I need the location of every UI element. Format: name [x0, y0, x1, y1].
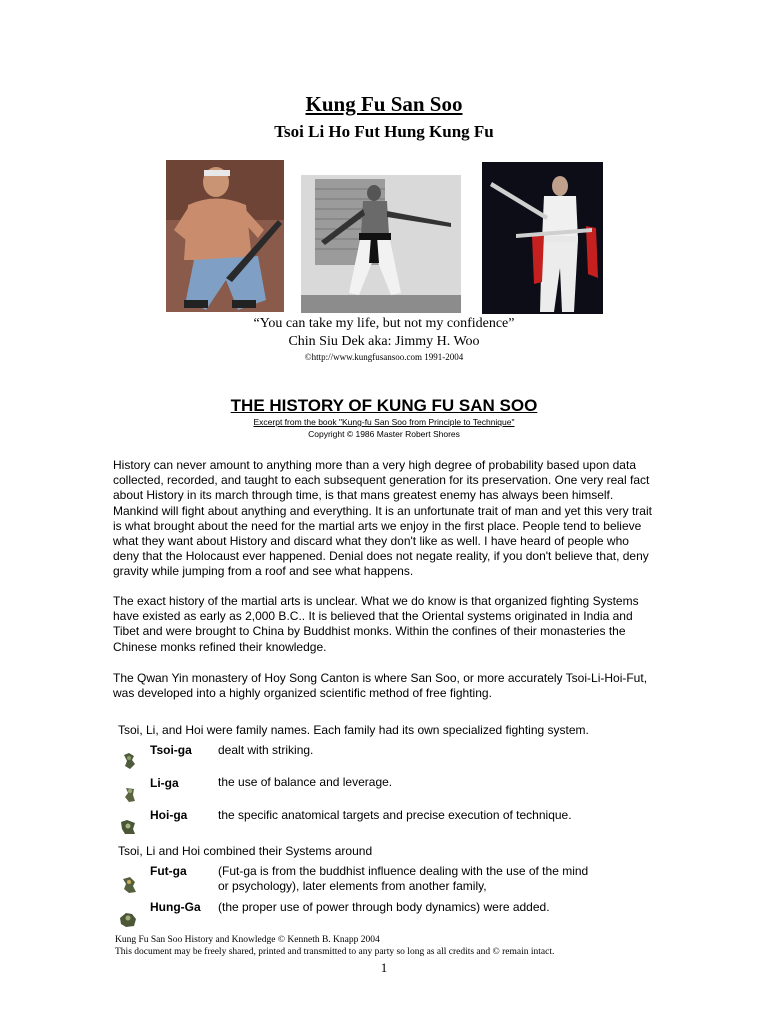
combined-intro: Tsoi, Li and Hoi combined their Systems around: [118, 844, 373, 858]
term-hoi-ga: Hoi-ga: [150, 808, 188, 822]
book-copyright: Copyright © 1986 Master Robert Shores: [308, 429, 460, 439]
hung-character-icon: [118, 910, 136, 928]
desc-tsoi-ga: dealt with striking.: [218, 743, 314, 757]
site-copyright: ©http://www.kungfusansoo.com 1991-2004: [304, 352, 464, 362]
fut-character-icon: [120, 876, 138, 894]
term-fut-ga: Fut-ga: [150, 864, 187, 878]
document-subtitle: Tsoi Li Ho Fut Hung Kung Fu: [274, 122, 494, 141]
page-number: 1: [380, 960, 388, 975]
quote-attribution: Chin Siu Dek aka: Jimmy H. Woo: [288, 334, 480, 349]
desc-fut-ga-line2: or psychology), later elements from another family,: [218, 879, 487, 893]
photo-master-uniform: [482, 162, 603, 314]
term-hung-ga: Hung-Ga: [150, 900, 201, 914]
paragraph-qwan-yin: The Qwan Yin monastery of Hoy Song Canton is where San Soo, or more accurately Tsoi-Li-Hoi-Fut, was developed into a highly organized scientific method of free fighting.: [113, 671, 648, 701]
photo-master-stance: [301, 175, 461, 313]
paragraph-history-intro: History can never amount to anything more than a very high degree of probability based upon data collected, recorded, and taught to each subsequent generation for its preservation. One very real fact about History in its march through time, is that mans greatest enemy has always been himself. Mankind will fight about anything and everything. It is an unfortunate trait of man and yet this very trait is what brought about the need for the martial arts we enjoy in the first place. People tend to believe what they want about History and discard what they don't like as well. I have heard of people who deny that the Holocaust ever happened. Denial does not negate reality, if you don't believe that, deny gravity while jumping from a roof and see what happens.: [113, 458, 652, 579]
document-title: Kung Fu San Soo: [305, 92, 463, 116]
desc-li-ga: the use of balance and leverage.: [218, 775, 393, 789]
footer-credit: Kung Fu San Soo History and Knowledge © Kenneth B. Knapp 2004: [115, 935, 380, 945]
tsoi-character-icon: [120, 752, 138, 770]
desc-hung-ga: (the proper use of power through body dynamics) were added.: [218, 900, 550, 914]
quote-text: “You can take my life, but not my confidence”: [253, 316, 515, 331]
desc-hoi-ga: the specific anatomical targets and precise execution of technique.: [218, 808, 572, 822]
history-heading: THE HISTORY OF KUNG FU SAN SOO: [230, 396, 538, 415]
paragraph-exact-history: The exact history of the martial arts is unclear. What we do know is that organized fighting Systems have existed as early as 2,000 B.C.. It is believed that the Oriental systems originated in India and Tibet and were brought to China by Buddhist monks. Within the confines of their monasteries the Chinese monks refined their knowledge.: [113, 594, 639, 654]
photo-master-kneeling: [166, 160, 284, 312]
term-li-ga: Li-ga: [150, 776, 179, 790]
li-character-icon: [121, 786, 139, 804]
hoi-character-icon: [119, 818, 137, 836]
excerpt-source: Excerpt from the book "Kung-fu San Soo from Principle to Technique": [253, 417, 515, 427]
desc-fut-ga-line1: (Fut-ga is from the buddhist influence dealing with the use of the mind: [218, 864, 589, 878]
families-intro: Tsoi, Li, and Hoi were family names. Each family had its own specialized fighting system.: [118, 723, 589, 737]
footer-license: This document may be freely shared, printed and transmitted to any party so long as all credits and © remain intact.: [115, 947, 555, 957]
term-tsoi-ga: Tsoi-ga: [150, 743, 192, 757]
